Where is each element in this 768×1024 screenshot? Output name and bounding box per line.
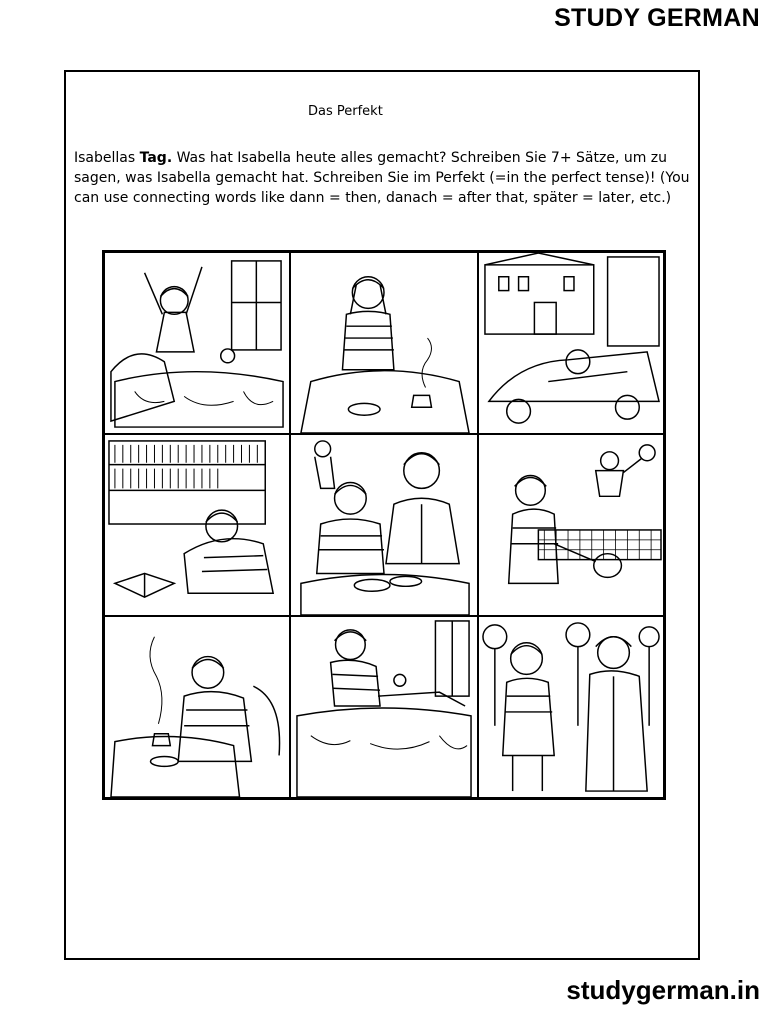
driving-car-illustration: [479, 253, 663, 433]
playing-tennis-illustration: [479, 435, 663, 615]
worksheet-title: Das Perfekt: [308, 104, 383, 119]
intro-text: Was hat Isabella heute alles gemacht? Schreiben Sie 7+ Sätze, um zu sagen, was Isabella gemacht hat. Schreiben Sie im Perfekt (=in the perfect tense)! (You can use connecting words like dann = then, danach = after that, später = later, etc.): [74, 150, 690, 206]
brand-header: STUDY GERMAN: [554, 4, 760, 32]
intro-bold: Tag.: [139, 150, 173, 166]
walking-with-friend-illustration: [479, 617, 663, 797]
studying-library-illustration: [105, 435, 289, 615]
breakfast-illustration: [291, 253, 477, 433]
panel-library: [104, 434, 290, 616]
tea-at-table-illustration: [105, 617, 289, 797]
panel-walking: [478, 616, 664, 798]
panel-tennis: [478, 434, 664, 616]
panel-tea: [104, 616, 290, 798]
resting-on-bed-illustration: [291, 617, 477, 797]
intro-name: Isabellas: [74, 150, 140, 166]
panel-driving: [478, 252, 664, 434]
panel-lunch: [290, 434, 478, 616]
site-footer: studygerman.in: [566, 975, 760, 1005]
panel-wake-up: [104, 252, 290, 434]
worksheet-frame: [64, 70, 700, 960]
lunch-cafe-illustration: [291, 435, 477, 615]
worksheet-instructions: [74, 148, 694, 208]
panel-resting: [290, 616, 478, 798]
panel-breakfast: [290, 252, 478, 434]
wake-up-in-bed-illustration: [105, 253, 289, 433]
picture-grid: [102, 250, 666, 800]
